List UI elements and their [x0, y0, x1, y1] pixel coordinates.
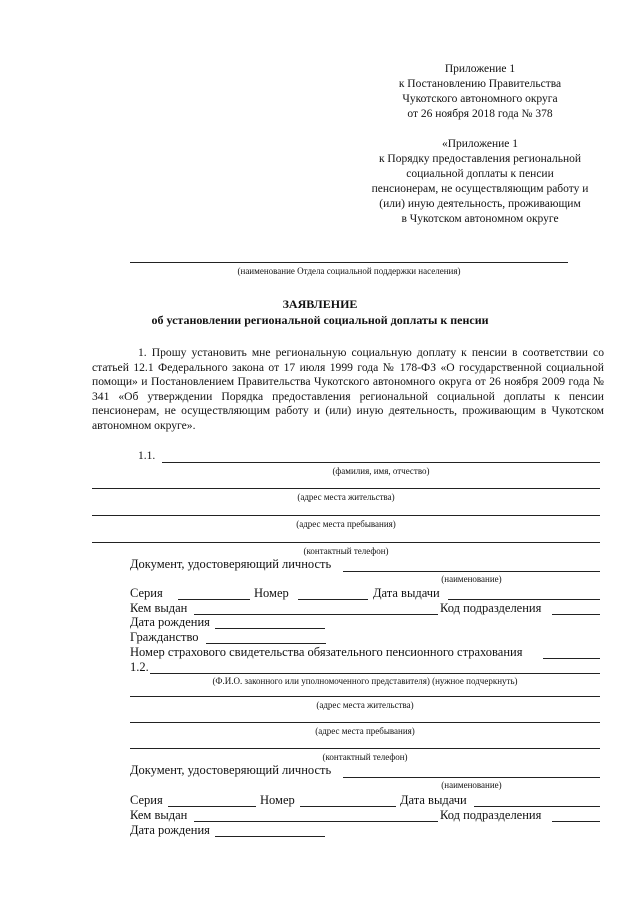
phone-field-line[interactable] — [92, 542, 600, 543]
rep-issued-by-label: Кем выдан — [130, 808, 188, 822]
birth-date-label: Дата рождения — [130, 615, 210, 629]
document-title: ЗАЯВЛЕНИЕ — [282, 297, 358, 311]
representative-field-line[interactable] — [150, 673, 600, 674]
rep-id-document-field-line[interactable] — [343, 777, 600, 778]
insurance-label: Номер страхового свидетельства обязательного пенсионного страхования — [130, 645, 523, 659]
appendix-line: к Постановлению Правительства — [398, 78, 562, 90]
citizenship-label: Гражданство — [130, 630, 199, 644]
section-1-1-number: 1.1. — [138, 450, 156, 462]
department-field-line[interactable] — [130, 262, 568, 263]
rep-date-issue-field-line[interactable] — [474, 806, 600, 807]
appendix-line: от 26 ноября 2018 года № 378 — [407, 108, 553, 120]
appendix-sub-line: «Приложение 1 — [441, 138, 519, 150]
phone-caption: (контактный телефон) — [303, 546, 389, 556]
address-live-caption: (адрес места жительства) — [297, 492, 395, 502]
rep-phone-field-line[interactable] — [130, 748, 600, 749]
department-caption: (наименование Отдела социальной поддержки населения) — [237, 266, 461, 276]
appendix-sub-line: (или) иную деятельность, проживающим — [379, 198, 581, 210]
rep-id-document-caption: (наименование) — [441, 780, 502, 790]
rep-series-label: Серия — [130, 793, 163, 807]
rep-address-live-field-line[interactable] — [130, 696, 600, 697]
request-paragraph: 1. Прошу установить мне региональную социальную доплату к пенсии в соответствии со статьей 12.1 Федерального закона от 17 июля 1999 года № 178-ФЗ «О государственной социальной помощи» и Постановлением Правительства Чукотского автономного округа от 26 ноября 2009 года № 341 «Об утверждении Порядка предоставления региональной социальной доплаты к пенсии пенсионерам, не осуществляющим работу и (или) иную деятельность, проживающим в Чукотском автономном округе». — [92, 346, 604, 432]
rep-address-stay-caption: (адрес места пребывания) — [315, 726, 415, 736]
number-field-line[interactable] — [298, 599, 368, 600]
rep-series-field-line[interactable] — [168, 806, 256, 807]
rep-division-code-field-line[interactable] — [552, 821, 600, 822]
date-issue-field-line[interactable] — [448, 599, 600, 600]
id-document-caption: (наименование) — [441, 574, 502, 584]
issued-by-label: Кем выдан — [130, 601, 188, 615]
section-1-2-number: 1.2. — [130, 660, 149, 674]
division-code-field-line[interactable] — [552, 614, 600, 615]
rep-division-code-label: Код подразделения — [440, 808, 542, 822]
appendix-sub-line: социальной доплаты к пенсии — [406, 168, 554, 180]
number-label: Номер — [254, 586, 289, 600]
fio-field-line[interactable] — [162, 462, 600, 463]
id-document-field-line[interactable] — [343, 571, 600, 572]
division-code-label: Код подразделения — [440, 601, 542, 615]
birth-date-field-line[interactable] — [215, 628, 325, 629]
rep-date-issue-label: Дата выдачи — [400, 793, 467, 807]
citizenship-field-line[interactable] — [206, 643, 326, 644]
appendix-line: Приложение 1 — [444, 63, 516, 75]
rep-number-label: Номер — [260, 793, 295, 807]
document-subtitle: об установлении региональной социальной доплаты к пенсии — [151, 313, 489, 327]
appendix-line: Чукотского автономного округа — [402, 93, 558, 105]
rep-number-field-line[interactable] — [300, 806, 396, 807]
rep-phone-caption: (контактный телефон) — [322, 752, 408, 762]
date-issue-label: Дата выдачи — [373, 586, 440, 600]
representative-caption: (Ф.И.О. законного или уполномоченного представителя) (нужное подчеркнуть) — [212, 676, 518, 686]
appendix-sub-line: в Чукотском автономном округе — [401, 213, 559, 225]
rep-id-document-label: Документ, удостоверяющий личность — [130, 763, 332, 777]
series-label: Серия — [130, 586, 163, 600]
appendix-sub-line: к Порядку предоставления региональной — [378, 153, 582, 165]
rep-address-live-caption: (адрес места жительства) — [316, 700, 414, 710]
issued-by-field-line[interactable] — [194, 614, 438, 615]
address-live-field-line[interactable] — [92, 488, 600, 489]
rep-birth-date-label: Дата рождения — [130, 823, 210, 837]
address-stay-field-line[interactable] — [92, 515, 600, 516]
rep-birth-date-field-line[interactable] — [215, 836, 325, 837]
fio-caption: (фамилия, имя, отчество) — [332, 466, 430, 476]
series-field-line[interactable] — [178, 599, 250, 600]
address-stay-caption: (адрес места пребывания) — [296, 519, 396, 529]
id-document-label: Документ, удостоверяющий личность — [130, 557, 332, 571]
rep-address-stay-field-line[interactable] — [130, 722, 600, 723]
rep-issued-by-field-line[interactable] — [194, 821, 438, 822]
appendix-sub-line: пенсионерам, не осуществляющим работу и — [371, 183, 589, 195]
insurance-field-line[interactable] — [543, 658, 600, 659]
